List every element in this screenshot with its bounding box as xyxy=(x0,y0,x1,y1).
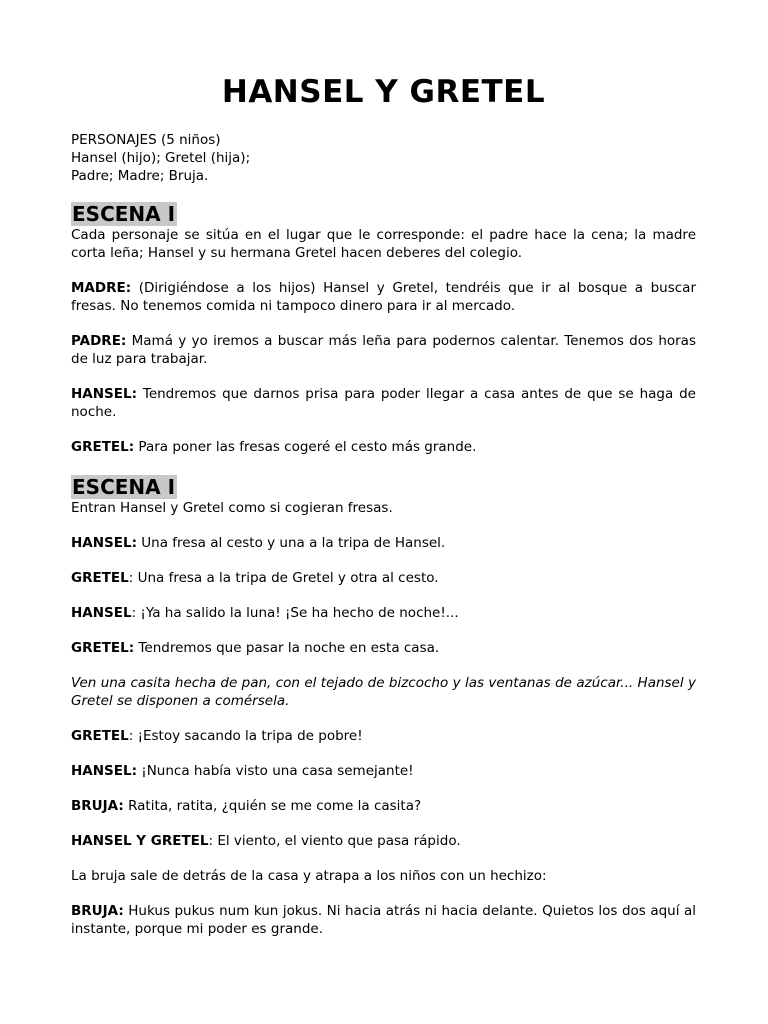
dialogue-text: Para poner las fresas cogeré el cesto más grande. xyxy=(134,439,477,455)
stage-direction: Ven una casita hecha de pan, con el tejado de bizcocho y las ventanas de azúcar... Hansel y Gretel se disponen a comérsela. xyxy=(71,675,696,709)
dialogue-line xyxy=(71,727,696,745)
speaker-name: PADRE: xyxy=(71,333,127,349)
dialogue-line xyxy=(71,604,696,622)
dialogue-line xyxy=(71,279,696,315)
speaker-name: GRETEL: xyxy=(71,640,135,656)
dialogue-text: Tendremos que pasar la noche en esta casa. xyxy=(134,640,440,656)
dialogue-text: : El viento, el viento que pasa rápido. xyxy=(208,833,461,849)
narration: La bruja sale de detrás de la casa y atrapa a los niños con un hechizo: xyxy=(71,868,547,884)
dialogue-text: : ¡Ya ha salido la luna! ¡Se ha hecho de noche!... xyxy=(131,605,459,621)
dialogue-line xyxy=(71,797,696,815)
dialogue-text: : ¡Estoy sacando la tripa de pobre! xyxy=(128,728,363,744)
dialogue-line xyxy=(71,534,696,552)
speaker-name: HANSEL: xyxy=(71,763,137,779)
characters-line: Padre; Madre; Bruja. xyxy=(71,168,209,184)
speaker-name: HANSEL Y GRETEL xyxy=(71,833,209,849)
speaker-name: GRETEL xyxy=(71,570,129,586)
speaker-name: GRETEL xyxy=(71,728,129,744)
dialogue-line xyxy=(71,902,696,938)
scene-intro: Entran Hansel y Gretel como si cogieran fresas. xyxy=(71,500,393,516)
scene-heading: ESCENA I xyxy=(72,202,176,226)
speaker-name: MADRE: xyxy=(71,280,132,296)
dialogue-text: Ratita, ratita, ¿quién se me come la casita? xyxy=(123,798,422,814)
speaker-name: GRETEL: xyxy=(71,439,135,455)
dialogue-text: ¡Nunca había visto una casa semejante! xyxy=(137,763,414,779)
scene-intro: Cada personaje se sitúa en el lugar que le corresponde: el padre hace la cena; la madre corta leña; Hansel y su hermana Gretel hacen deberes del colegio. xyxy=(71,227,696,261)
dialogue-line xyxy=(71,762,696,780)
script-body xyxy=(71,202,696,955)
dialogue-line xyxy=(71,832,696,850)
speaker-name: HANSEL: xyxy=(71,386,137,402)
dialogue-text: Hukus pukus num kun jokus. Ni hacia atrás ni hacia delante. Quietos los dos aquí al instante, porque mi poder es grande. xyxy=(71,903,696,937)
dialogue-text: : Una fresa a la tripa de Gretel y otra al cesto. xyxy=(128,570,439,586)
dialogue-line xyxy=(71,438,696,456)
scene-heading: ESCENA I xyxy=(72,475,176,499)
characters-list xyxy=(71,131,250,185)
dialogue-text: Tendremos que darnos prisa para poder llegar a casa antes de que se haga de noche. xyxy=(71,386,696,420)
characters-line: Hansel (hijo); Gretel (hija); xyxy=(71,150,251,166)
characters-line: PERSONAJES (5 niños) xyxy=(71,132,221,148)
dialogue-text: (Dirigiéndose a los hijos) Hansel y Gretel, tendréis que ir al bosque a buscar fresas. No tenemos comida ni tampoco dinero para ir al mercado. xyxy=(71,280,696,314)
document-title: HANSEL Y GRETEL xyxy=(221,74,546,110)
speaker-name: BRUJA: xyxy=(71,798,124,814)
speaker-name: BRUJA: xyxy=(71,903,124,919)
dialogue-line xyxy=(71,639,696,657)
dialogue-line xyxy=(71,569,696,587)
dialogue-text: Una fresa al cesto y una a la tripa de Hansel. xyxy=(137,535,446,551)
speaker-name: HANSEL xyxy=(71,605,132,621)
dialogue-line xyxy=(71,385,696,421)
dialogue-line xyxy=(71,332,696,368)
speaker-name: HANSEL: xyxy=(71,535,137,551)
dialogue-text: Mamá y yo iremos a buscar más leña para podernos calentar. Tenemos dos horas de luz para trabajar. xyxy=(71,333,696,367)
